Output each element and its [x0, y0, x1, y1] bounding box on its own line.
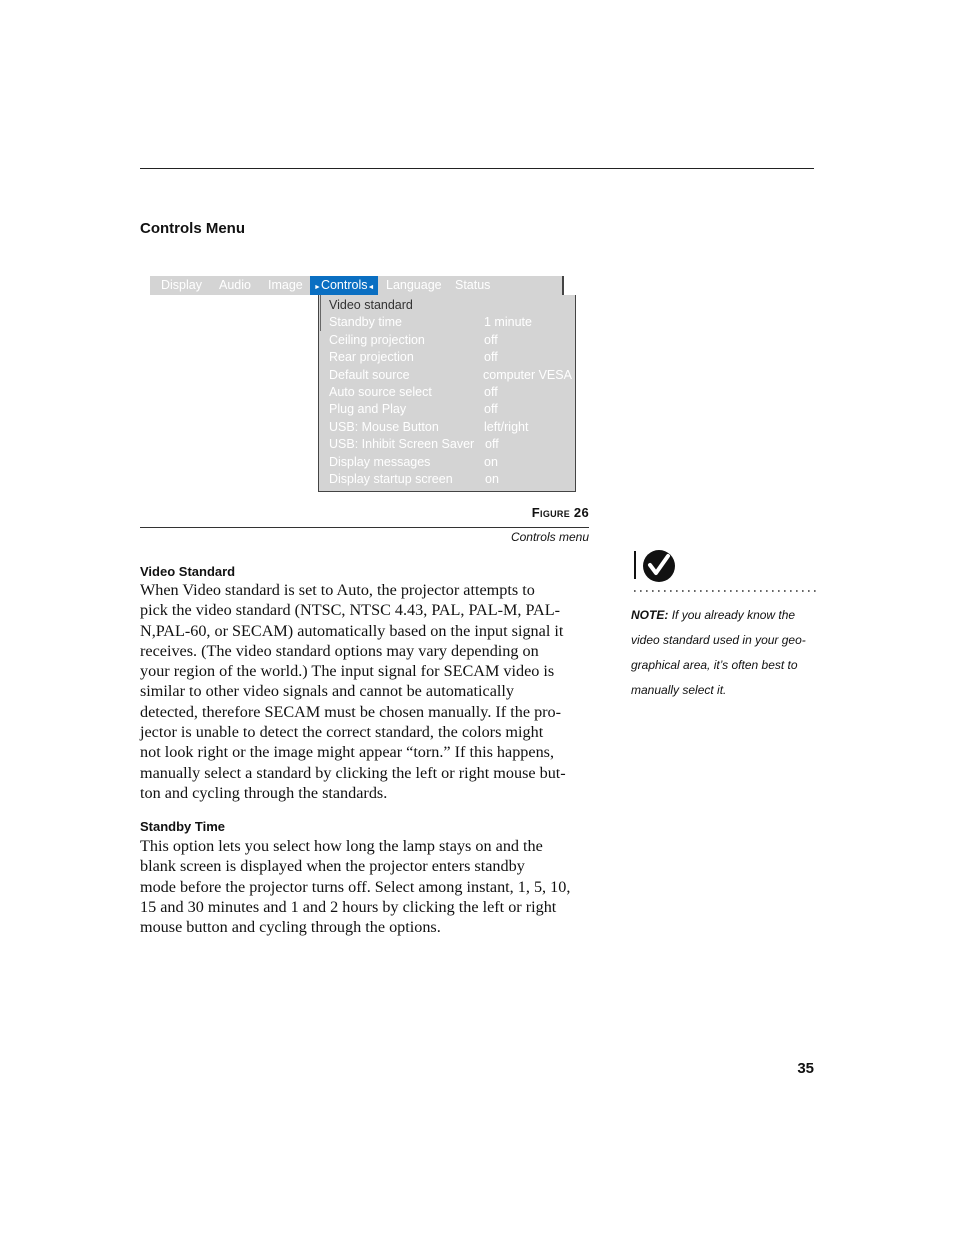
menu-item-label: Default source	[329, 368, 410, 382]
menu-item-usb-mouse-button[interactable]	[329, 419, 573, 436]
note-line: manually select it.	[631, 683, 727, 697]
note-text	[631, 603, 813, 703]
note-bar	[634, 551, 636, 579]
text-line: 15 and 30 minutes and 1 and 2 hours by clicking the left or right	[140, 897, 557, 916]
menu-item-value: on	[484, 455, 498, 469]
text-line: N,PAL-60, or SECAM) automatically based on the input signal it	[140, 621, 564, 640]
tab-language[interactable]: Language	[386, 278, 442, 292]
menu-item-label: Video standard	[329, 298, 413, 312]
arrow-right-icon: ►	[314, 284, 321, 291]
text-line: mode before the projector turns off. Select among instant, 1, 5, 10,	[140, 877, 571, 896]
section-title: Controls Menu	[140, 220, 245, 237]
menu-item-plug-and-play[interactable]	[329, 401, 573, 418]
menu-item-value: off	[484, 333, 498, 347]
menu-item-video-standard[interactable]	[329, 297, 573, 314]
page-number: 35	[797, 1060, 814, 1077]
menu-item-auto-source-select[interactable]	[329, 384, 573, 401]
text-line: not look right or the image might appear “torn.” If this happens,	[140, 743, 555, 762]
tab-controls-label: Controls	[320, 278, 368, 292]
text-line: similar to other video signals and cannot be automatically	[140, 682, 515, 701]
note-line: graphical area, it’s often best to	[631, 658, 798, 672]
menu-item-label: Standby time	[329, 315, 402, 329]
menu-item-value: off	[484, 350, 498, 364]
dotted-rule	[633, 588, 819, 594]
menu-item-label: Auto source select	[329, 385, 432, 399]
tab-status[interactable]: Status	[455, 278, 491, 292]
figure-rule	[140, 527, 589, 528]
menu-item-value: off	[485, 437, 499, 451]
menu-item-label: Ceiling projection	[329, 333, 425, 347]
arrow-left-icon: ◄	[367, 284, 375, 291]
menu-item-label: Plug and Play	[329, 402, 407, 416]
menu-item-value: left/right	[484, 420, 529, 434]
controls-dropdown	[318, 295, 576, 492]
menu-item-value: on	[485, 472, 499, 486]
text-line: ton and cycling through the standards.	[140, 783, 388, 802]
text-line: jector is unable to detect the correct standard, the colors might	[140, 723, 544, 742]
menu-item-label: USB: Inhibit Screen Saver	[329, 437, 475, 451]
tab-audio[interactable]: Audio	[219, 278, 251, 292]
note-line-text: If you already know the	[671, 608, 796, 622]
menu-item-value: off	[484, 402, 498, 416]
tab-controls[interactable]	[310, 276, 378, 295]
menu-item-label: USB: Mouse Button	[329, 420, 439, 434]
menu-item-display-messages[interactable]	[329, 454, 573, 471]
figure-caption: Controls menu	[510, 530, 589, 544]
menu-item-default-source[interactable]	[329, 367, 573, 384]
standby-time-heading: Standby Time	[140, 819, 226, 834]
header-rule	[140, 168, 814, 169]
note-label: NOTE:	[631, 608, 669, 622]
menu-item-rear-projection[interactable]	[329, 349, 573, 366]
menu-item-label: Rear projection	[329, 350, 414, 364]
text-line: your region of the world.) The input signal for SECAM video is	[140, 662, 555, 681]
tab-image[interactable]: Image	[268, 278, 303, 292]
text-line: This option lets you select how long the lamp stays on and the	[140, 837, 543, 855]
text-line: manually select a standard by clicking the left or right mouse but-	[140, 763, 566, 782]
text-line: receives. (The video standard options may vary depending on	[140, 641, 539, 660]
figure-label: Figure 26	[531, 505, 589, 520]
standby-time-paragraph	[140, 836, 592, 937]
video-standard-heading: Video Standard	[140, 564, 236, 579]
note-line: video standard used in your geo-	[631, 633, 806, 647]
menu-item-standby-time[interactable]	[329, 314, 573, 331]
menu-item-value: computer VESA	[483, 368, 572, 382]
text-line: When Video standard is set to Auto, the projector attempts to	[140, 581, 535, 599]
text-line: detected, therefore SECAM must be chosen manually. If the pro-	[140, 702, 562, 721]
menu-divider	[320, 295, 321, 331]
text-line: blank screen is displayed when the projector enters standby	[140, 857, 525, 876]
menu-item-value: 1 minute	[484, 315, 532, 329]
menu-item-ceiling-projection[interactable]	[329, 332, 573, 349]
note-line	[631, 603, 813, 628]
menu-bar	[150, 276, 564, 295]
menu-item-label: Display startup screen	[329, 472, 453, 486]
video-standard-paragraph	[140, 580, 592, 803]
text-line: mouse button and cycling through the options.	[140, 918, 441, 937]
menu-item-usb-inhibit-screen-saver[interactable]	[329, 436, 573, 453]
checkmark-icon	[642, 549, 676, 583]
text-line: pick the video standard (NTSC, NTSC 4.43, PAL, PAL-M, PAL-	[140, 601, 560, 620]
menu-item-value: off	[484, 385, 498, 399]
menu-item-label: Display messages	[329, 455, 431, 469]
menu-item-display-startup-screen[interactable]	[329, 471, 573, 488]
tab-display[interactable]: Display	[161, 278, 202, 292]
